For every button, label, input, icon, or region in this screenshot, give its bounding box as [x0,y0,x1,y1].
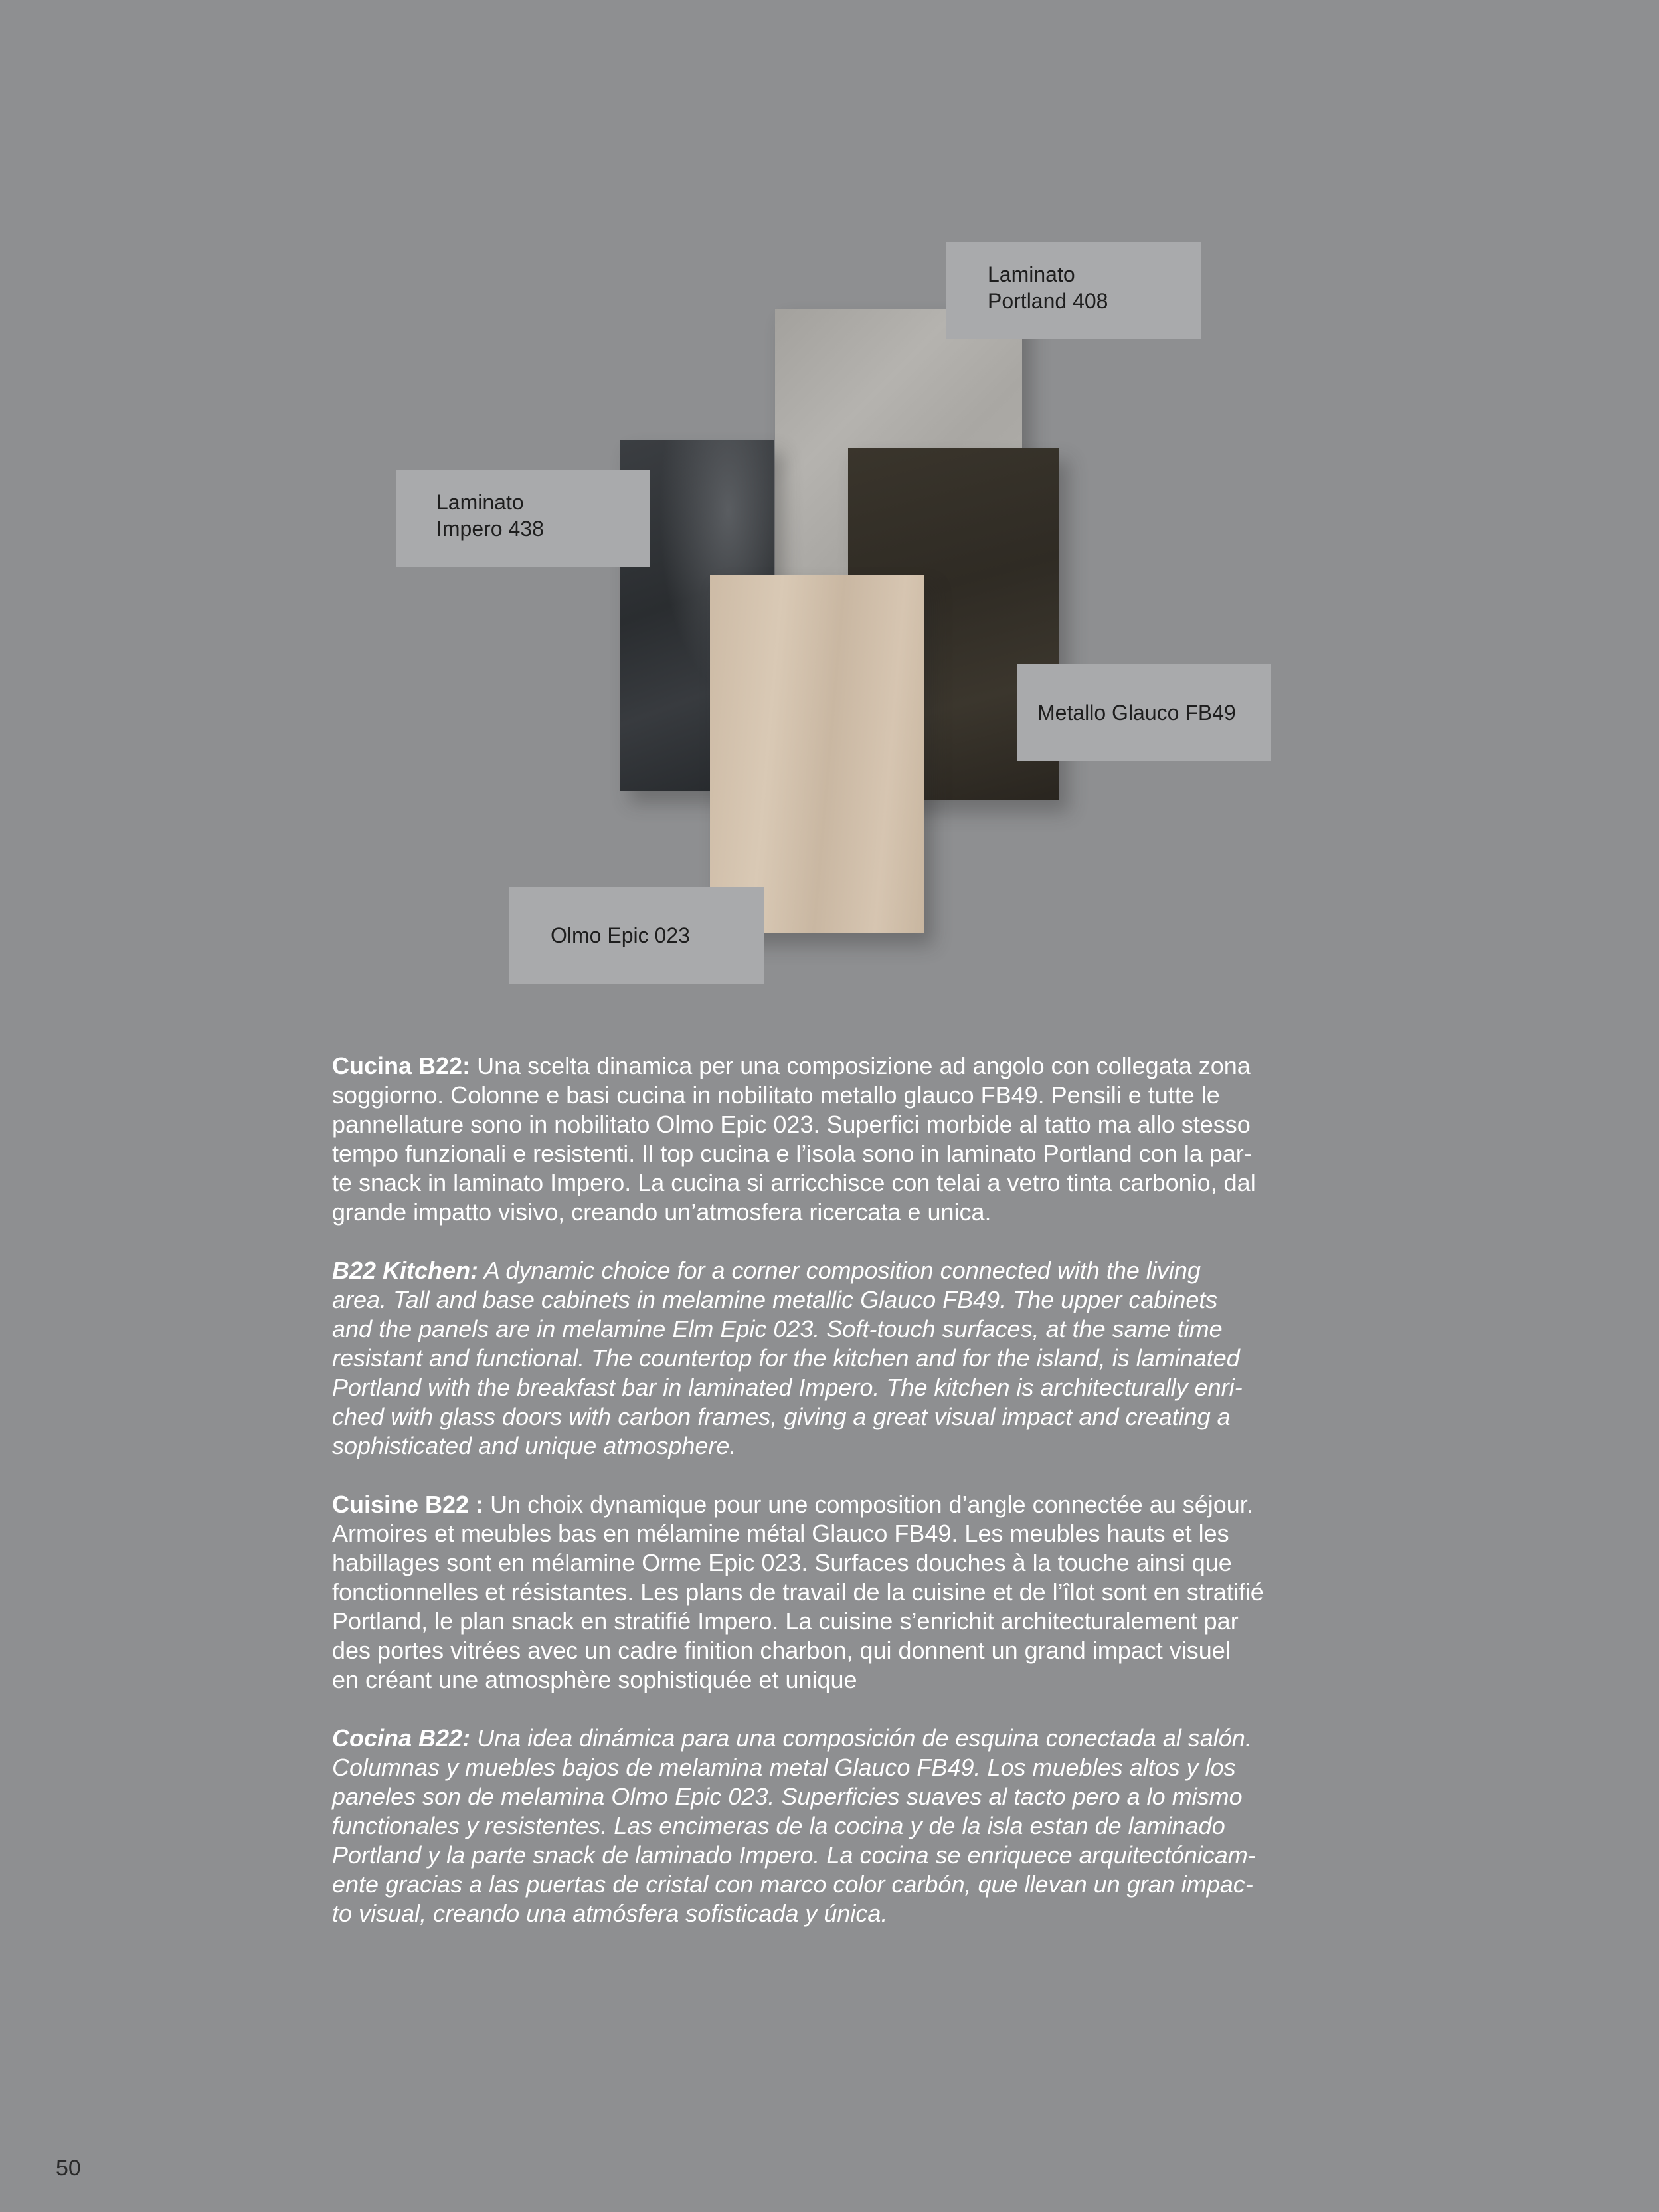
text-line: Portland, le plan snack en stratifié Impero. La cuisine s’enrichit architecturalement par [332,1608,1239,1635]
text-line: grande impatto visivo, creando un’atmosfera ricercata e unica. [332,1198,992,1226]
text-line: functionales y resistentes. Las encimeras de la cocina y de la isla estan de laminado [332,1812,1225,1839]
text-line: paneles son de melamina Olmo Epic 023. Superficies suaves al tacto pero a lo mismo [332,1783,1243,1810]
text-line: te snack in laminato Impero. La cucina si arricchisce con telai a vetro tinta carbonio, dal [332,1169,1256,1196]
label-text: Laminato Impero 438 [436,490,544,541]
label-text: Olmo Epic 023 [551,923,690,947]
text-line-content: Una idea dinámica para una composición de esquina conectada al salón. [470,1724,1252,1752]
text-line: pannellature sono in nobilitato Olmo Epic 023. Superfici morbide al tatto ma allo stesso [332,1111,1251,1138]
text-line-content: Un choix dynamique pour une composition d’angle connectée au séjour. [483,1491,1253,1518]
page-number: 50 [56,2156,81,2181]
text-line: Portland with the breakfast bar in laminated Impero. The kitchen is architecturally enri- [332,1374,1243,1401]
label-metallo-glauco [1017,664,1271,761]
paragraph-lead: Cucina B22: [332,1052,471,1079]
swatch-olmo-epic [710,575,924,933]
label-olmo-epic [509,887,764,984]
description-text-block [332,1052,1302,1958]
text-line: area. Tall and base cabinets in melamine metallic Glauco FB49. The upper cabinets [332,1286,1218,1313]
text-line: fonctionnelles et résistantes. Les plans de travail de la cuisine et de l’îlot sont en stratifié [332,1578,1264,1606]
label-laminato-impero [396,470,650,567]
paragraph-english [332,1256,1302,1461]
text-line-content: A dynamic choice for a corner composition connected with the living [478,1257,1201,1284]
label-text: Laminato Portland 408 [988,262,1108,313]
text-line [332,1490,1302,1519]
text-line: Portland y la parte snack de laminado Impero. La cocina se enriquece arquitectónicam- [332,1841,1256,1869]
text-line: sophisticated and unique atmosphere. [332,1432,737,1459]
paragraph-french [332,1490,1302,1695]
paragraph-lead: Cuisine B22 : [332,1491,484,1518]
text-line-content: Una scelta dinamica per una composizione ad angolo con collegata zona [470,1052,1251,1079]
text-line: and the panels are in melamine Elm Epic 023. Soft-touch surfaces, at the same time [332,1315,1223,1342]
label-laminato-portland [946,242,1201,339]
paragraph-lead: Cocina B22: [332,1724,471,1752]
text-line [332,1052,1302,1081]
text-line: resistant and functional. The countertop for the kitchen and for the island, is laminated [332,1344,1240,1372]
text-line: tempo funzionali e resistenti. Il top cucina e l’isola sono in laminato Portland con la par- [332,1140,1252,1167]
paragraph-lead: B22 Kitchen: [332,1257,479,1284]
text-line: Armoires et meubles bas en mélamine métal Glauco FB49. Les meubles hauts et les [332,1520,1229,1547]
text-line: ched with glass doors with carbon frames, giving a great visual impact and creating a [332,1403,1231,1430]
text-line: des portes vitrées avec un cadre finition charbon, qui donnent un grand impact visuel [332,1637,1231,1664]
text-line: to visual, creando una atmósfera sofisticada y única. [332,1900,888,1927]
text-line [332,1724,1302,1753]
paragraph-spanish [332,1724,1302,1928]
text-line: habillages sont en mélamine Orme Epic 023. Surfaces douches à la touche ainsi que [332,1549,1232,1576]
text-line: en créant une atmosphère sophistiquée et unique [332,1666,857,1693]
text-line: Columnas y muebles bajos de melamina metal Glauco FB49. Los muebles altos y los [332,1754,1236,1781]
text-line: ente gracias a las puertas de cristal con marco color carbón, que llevan un gran impac- [332,1871,1253,1898]
label-text: Metallo Glauco FB49 [1037,701,1236,725]
text-line: soggiorno. Colonne e basi cucina in nobilitato metallo glauco FB49. Pensili e tutte le [332,1081,1220,1109]
paragraph-italian [332,1052,1302,1227]
text-line [332,1256,1302,1285]
